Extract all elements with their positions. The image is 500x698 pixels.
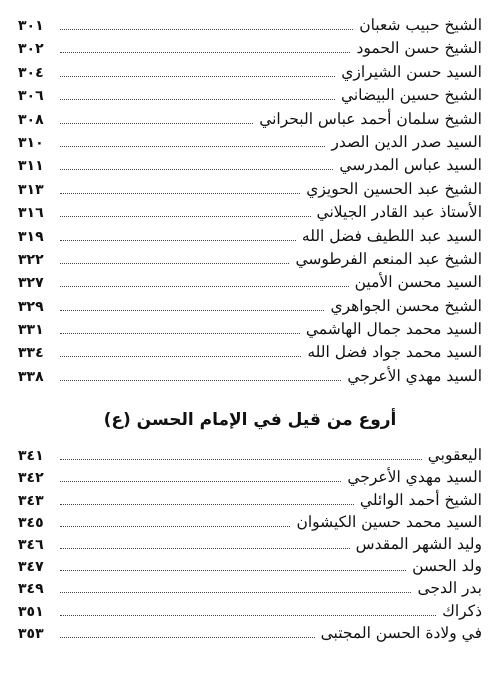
entry-page-number: ٣١٠ [18, 134, 44, 151]
leader-dots [60, 481, 341, 482]
leader-dots [60, 76, 335, 77]
entry-name: الشيخ عبد المنعم الفرطوسي [295, 249, 482, 268]
entry-page-number: ٣٤٢ [18, 470, 44, 487]
toc-list-section-1 [18, 14, 482, 388]
entry-page-number: ٣٤٩ [18, 581, 44, 598]
entry-name: السيد حسن الشيرازي [341, 62, 482, 81]
entry-name: الشيخ حسين البيضاني [340, 86, 482, 105]
entry-name: الشيخ محسن الجواهري [330, 296, 482, 315]
entry-page-number: ٣٤١ [18, 448, 44, 465]
leader-dots [60, 169, 333, 170]
entry-name: السيد صدر الدين الصدر [331, 132, 482, 151]
entry-page-number: ٣٤٥ [18, 514, 44, 531]
toc-entry [18, 600, 482, 622]
entry-page-number: ٣٥١ [18, 603, 44, 620]
entry-name: وليد الشهر المقدس [355, 535, 482, 553]
entry-page-number: ٣٤٣ [18, 492, 44, 509]
entry-name: اليعقوبي [427, 446, 482, 465]
leader-dots [60, 146, 325, 147]
entry-name: الأستاذ عبد القادر الجيلاني [316, 203, 482, 222]
entry-page-number: ٣١٦ [18, 205, 44, 222]
entry-page-number: ٣٤٦ [18, 537, 44, 553]
toc-entry [18, 178, 482, 201]
entry-page-number: ٣٢٢ [18, 251, 44, 268]
toc-entry [18, 295, 482, 318]
entry-page-number: ٣٠٨ [18, 111, 44, 128]
toc-entry [18, 225, 482, 248]
toc-entry [18, 341, 482, 364]
leader-dots [60, 52, 350, 53]
section-heading: أروع من قيل في الإمام الحسن (ع) [103, 410, 397, 431]
entry-name: الشيخ حسن الحمود [356, 39, 482, 58]
toc-entry [18, 108, 482, 131]
entry-name: السيد محمد جمال الهاشمي [305, 320, 482, 339]
leader-dots [60, 548, 350, 549]
leader-dots [60, 504, 354, 505]
leader-dots [60, 459, 422, 460]
leader-dots [60, 263, 289, 264]
entry-name: الشيخ أحمد الوائلي [359, 490, 482, 509]
leader-dots [60, 570, 406, 571]
entry-name: بدر الدجى [417, 579, 482, 598]
toc-entry [18, 14, 482, 37]
leader-dots [60, 286, 349, 287]
toc-entry [18, 444, 482, 466]
entry-page-number: ٣٤٧ [18, 559, 44, 576]
entry-page-number: ٣٥٣ [18, 625, 44, 642]
entry-name: السيد محمد حسين الكيشوان [296, 512, 482, 531]
entry-name: السيد محمد جواد فضل الله [307, 343, 482, 362]
leader-dots [60, 240, 296, 241]
entry-name: السيد عباس المدرسي [339, 156, 482, 175]
leader-dots [60, 615, 436, 616]
toc-entry [18, 61, 482, 84]
entry-page-number: ٣٣٤ [18, 345, 44, 362]
toc-entry [18, 511, 482, 533]
entry-name: الشيخ حبيب شعبان [359, 16, 482, 34]
entry-page-number: ٣١٩ [18, 228, 44, 245]
entry-name: الشيخ عبد الحسين الحويزي [306, 179, 482, 198]
leader-dots [60, 310, 324, 311]
entry-name: السيد مهدي الأعرجي [347, 366, 482, 385]
toc-entry [18, 248, 482, 271]
entry-name: ذكراك [442, 601, 482, 620]
entry-page-number: ٣٠٦ [18, 88, 44, 105]
toc-entry [18, 201, 482, 224]
entry-name: السيد مهدي الأعرجي [347, 468, 482, 487]
toc-entry [18, 622, 482, 644]
toc-entry [18, 318, 482, 341]
entry-page-number: ٣٢٧ [18, 275, 44, 292]
toc-entry [18, 271, 482, 294]
entry-name: السيد محسن الأمين [354, 273, 482, 292]
toc-entry [18, 577, 482, 599]
entry-page-number: ٣٠٤ [18, 64, 44, 81]
toc-entry [18, 555, 482, 577]
entry-name: في ولادة الحسن المجتبى [320, 623, 482, 642]
toc-entry [18, 466, 482, 488]
entry-name: ولد الحسن [412, 557, 482, 576]
leader-dots [60, 592, 411, 593]
leader-dots [60, 29, 353, 30]
entry-page-number: ٣٣١ [18, 322, 44, 339]
leader-dots [60, 333, 300, 334]
entry-name: السيد عبد اللطيف فضل الله [301, 226, 482, 245]
entry-page-number: ٣٠١ [18, 18, 44, 34]
entry-page-number: ٣٠٢ [18, 41, 44, 58]
toc-entry [18, 37, 482, 60]
entry-page-number: ٣٣٨ [18, 368, 44, 385]
toc-entry [18, 131, 482, 154]
leader-dots [60, 216, 311, 217]
leader-dots [60, 123, 253, 124]
entry-page-number: ٣١٣ [18, 181, 44, 198]
toc-entry [18, 154, 482, 177]
leader-dots [60, 526, 290, 527]
toc-entry [18, 84, 482, 107]
toc-entry [18, 489, 482, 511]
entry-page-number: ٣١١ [18, 158, 44, 175]
entry-page-number: ٣٢٩ [18, 298, 44, 315]
leader-dots [60, 637, 315, 638]
leader-dots [60, 193, 300, 194]
leader-dots [60, 380, 341, 381]
leader-dots [60, 356, 301, 357]
entry-name: الشيخ سلمان أحمد عباس البحراني [259, 109, 482, 128]
leader-dots [60, 99, 335, 100]
toc-list-section-2 [18, 444, 482, 644]
toc-entry [18, 365, 482, 388]
toc-entry [18, 533, 482, 555]
